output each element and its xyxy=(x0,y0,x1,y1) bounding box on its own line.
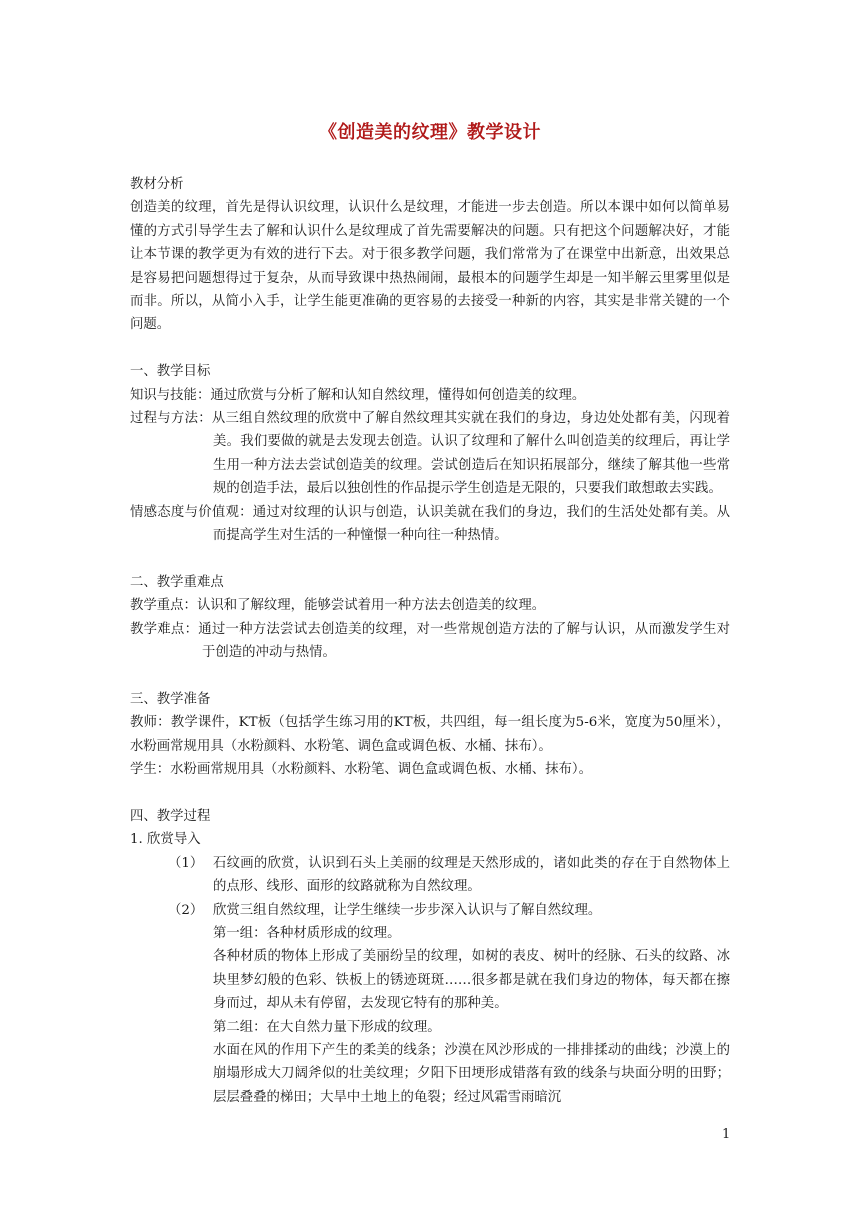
preparation-student: 学生：水粉画常规用具（水粉颜料、水粉笔、调色盒或调色板、水桶、抹布）。 xyxy=(130,762,592,778)
item-number: （1） xyxy=(168,855,204,871)
section-heading-goals: 一、教学目标 xyxy=(130,364,211,380)
key-point: 教学重点：认识和了解纹理，能够尝试着用一种方法去创造美的纹理。 xyxy=(130,598,546,614)
process-item-2 xyxy=(130,899,730,922)
section-heading-analysis: 教材分析 xyxy=(130,177,184,192)
page-number: 1 xyxy=(722,1127,731,1142)
group-2-text: 水面在风的作用下产生的柔美的线条；沙漠在风沙形成的一排排揉动的曲线；沙漠上的崩塌形成大刀阔斧似的壮美纹理；夕阳下田埂形成错落有致的线条与块面分明的田野；层层叠叠的梯田；大旱中土地上的龟裂；经过风霜雪雨暗沉 xyxy=(213,1042,730,1105)
group-1-text: 各种材质的物体上形成了美丽纷呈的纹理，如树的表皮、树叶的经脉、石头的纹路、冰块里梦幻般的色彩、铁板上的锈迹斑斑……很多都是就在我们身边的物体，每天都在擦身而过，却从未有停留，去发现它特有的那种美。 xyxy=(213,949,730,1012)
preparation-teacher: 教师：教学课件，KT板（包括学生练习用的KT板，共四组，每一组长度为5-6米，宽度为50厘米），水粉画常规用具（水粉颜料、水粉笔、调色盒或调色板、水桶、抹布）。 xyxy=(130,715,730,754)
item-number: （2） xyxy=(168,902,204,918)
analysis-paragraph: 创造美的纹理，首先是得认识纹理，认识什么是纹理，才能进一步去创造。所以本课中如何以简单易懂的方式引导学生去了解和认识什么是纹理成了首先需要解决的问题。只有把这个问题解决好，才能让本节课的教学更为有效的进行下去。对于很多教学问题，我们常常为了在课堂中出新意，出效果总是容易把问题想得过于复杂，从而导致课中热热闹闹，最根本的问题学生却是一知半解云里雾里似是而非。所以，从简小入手，让学生能更准确的更容易的去接受一种新的内容，其实是非常关键的一个问题。 xyxy=(130,200,730,333)
group-2-title: 第二组：在大自然力量下形成的纹理。 xyxy=(213,1019,441,1035)
section-heading-preparation: 三、教学准备 xyxy=(130,691,211,707)
process-item-1 xyxy=(130,852,730,899)
spacer xyxy=(130,337,730,360)
process-step-1: 1. 欣赏导入 xyxy=(130,832,201,848)
goal-process: 过程与方法：从三组自然纹理的欣赏中了解自然纹理其实就在我们的身边，身边处处都有美，闪现着美。我们要做的就是去发现去创造。认识了纹理和了解什么叫创造美的纹理后，再让学生用一种方法去尝试创造美的纹理。尝试创造后在知识拓展部分，继续了解其他一些常规的创造手法，最后以独创性的作品提示学生创造是无限的，只要我们敢想敢去实践。 xyxy=(130,411,730,497)
spacer xyxy=(130,547,730,570)
item-text: 石纹画的欣赏，认识到石头上美丽的纹理是天然形成的，诸如此类的存在于自然物体上的点形、线形、面形的纹路就称为自然纹理。 xyxy=(213,855,730,895)
document-title: 《创造美的纹理》教学设计 xyxy=(319,122,541,143)
group-1-title: 第一组：各种材质形成的纹理。 xyxy=(213,925,401,941)
spacer xyxy=(130,782,730,805)
spacer xyxy=(130,665,730,688)
section-heading-key-points: 二、教学重难点 xyxy=(130,574,224,590)
goal-knowledge: 知识与技能：通过欣赏与分析了解和认知自然纹理，懂得如何创造美的纹理。 xyxy=(130,387,586,403)
document-body xyxy=(130,173,730,1109)
difficult-point: 教学难点：通过一种方法尝试去创造美的纹理，对一些常规创造方法的了解与认识，从而激发学生对于创造的冲动与热情。 xyxy=(130,621,730,661)
goal-attitude: 情感态度与价值观：通过对纹理的认识与创造，认识美就在我们的身边，我们的生活处处都有美。从而提高学生对生活的一种憧憬一种向往一种热情。 xyxy=(130,504,730,544)
item-text: 欣赏三组自然纹理，让学生继续一步步深入认识与了解自然纹理。 xyxy=(213,902,602,918)
section-heading-process: 四、教学过程 xyxy=(130,808,211,824)
